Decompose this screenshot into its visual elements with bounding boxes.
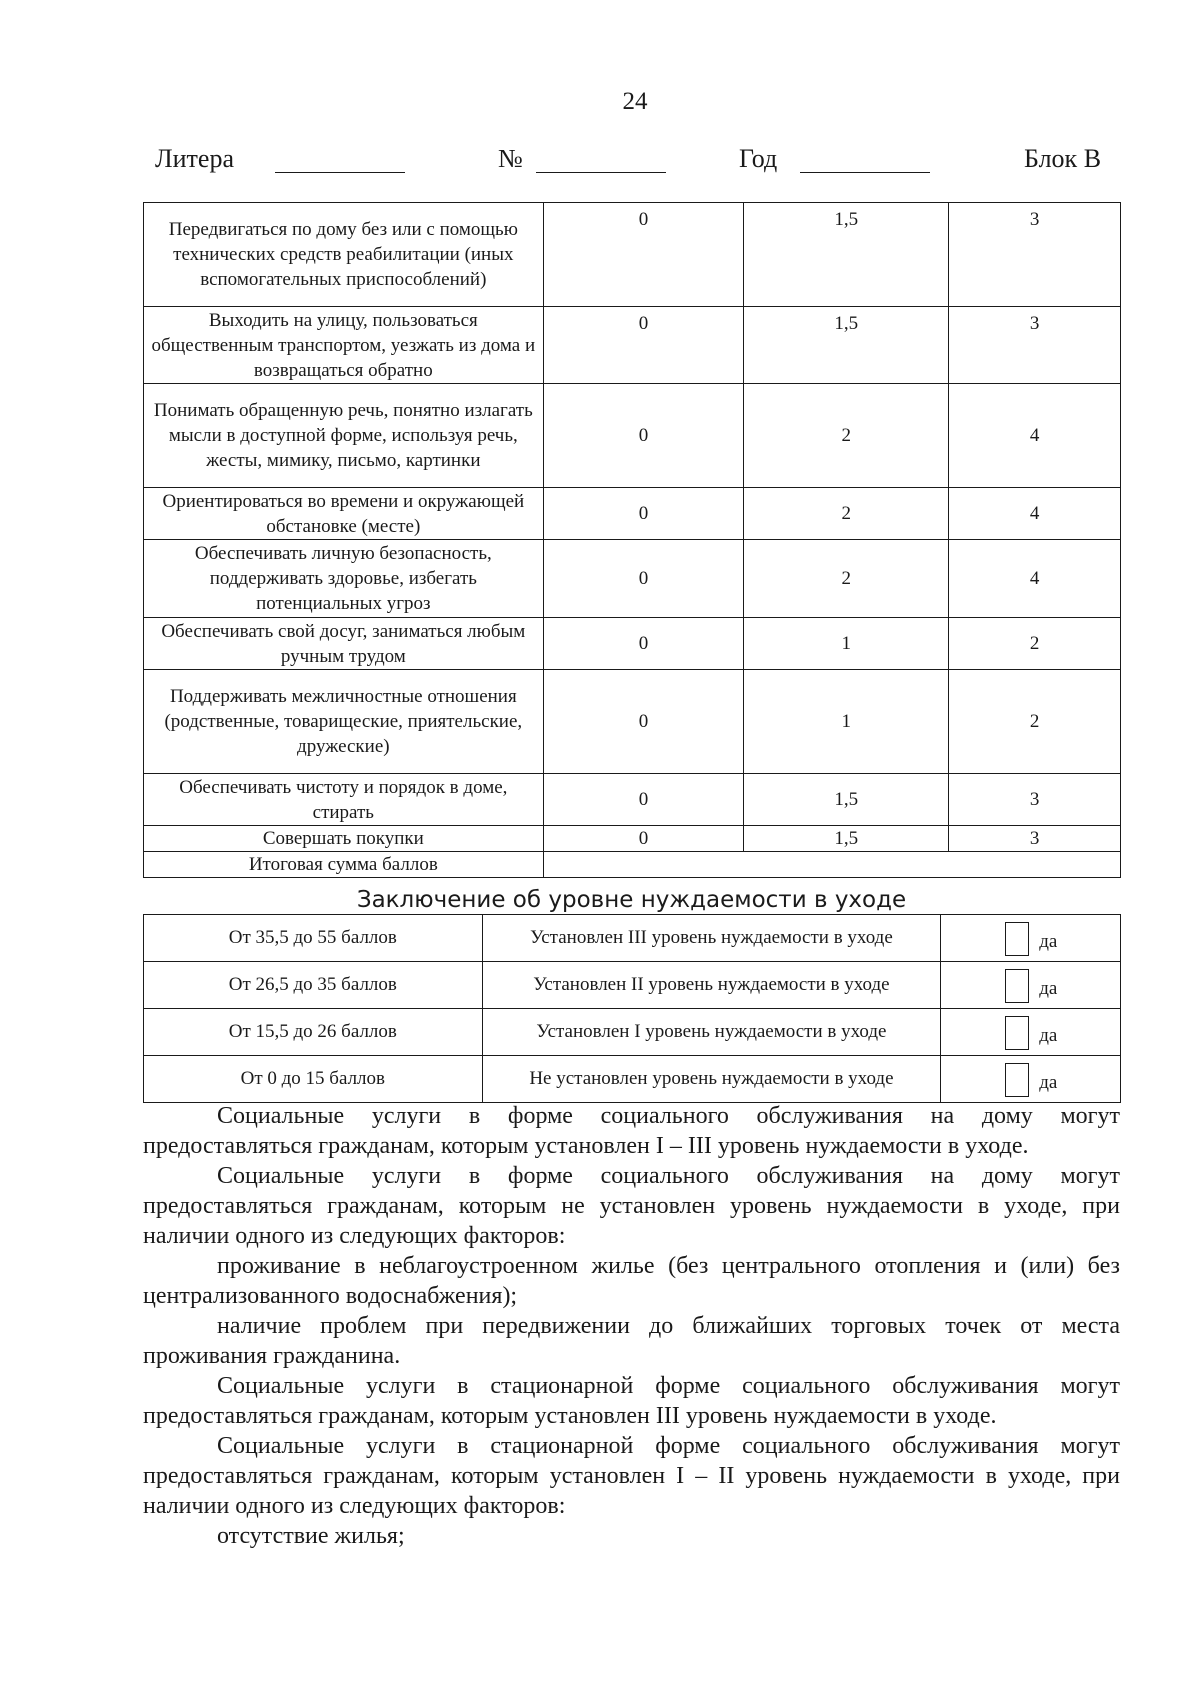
score-cell: 2: [744, 488, 949, 540]
score-cell: 3: [949, 774, 1121, 826]
year-label: Год: [739, 144, 778, 173]
total-value-field[interactable]: [543, 852, 1120, 878]
body-text: [143, 1101, 1120, 1551]
paragraph: наличие проблем при передвижении до ближайших торговых точек от места проживания гражданина.: [143, 1313, 1120, 1369]
table-row: [144, 618, 1121, 670]
page-number: 24: [622, 88, 648, 115]
score-table: [143, 202, 1121, 878]
score-cell: 0: [543, 826, 744, 852]
checkbox[interactable]: [1005, 969, 1029, 1003]
score-cell: 0: [543, 307, 744, 384]
activity-cell: Понимать обращенную речь, понятно излагать мысли в доступной форме, используя речь, жесты, мимику, письмо, картинки: [144, 384, 544, 488]
yes-cell: [941, 962, 1121, 1009]
paragraph: Социальные услуги в форме социального обслуживания на дому могут предоставляться гражданам, которым не установлен уровень нуждаемости в уходе, при наличии одного из следующих факторов:: [143, 1163, 1120, 1249]
score-cell: 3: [949, 307, 1121, 384]
checkbox[interactable]: [1005, 922, 1029, 956]
level-result: Установлен III уровень нуждаемости в уходе: [482, 915, 941, 962]
table-row: [144, 1056, 1121, 1103]
level-result: Не установлен уровень нуждаемости в уходе: [482, 1056, 941, 1103]
yes-cell: [941, 1009, 1121, 1056]
table-row: [144, 962, 1121, 1009]
score-cell: 0: [543, 488, 744, 540]
score-cell: 0: [543, 774, 744, 826]
table-row: [144, 540, 1121, 618]
paragraph: отсутствие жилья;: [217, 1523, 405, 1549]
year-field[interactable]: [800, 172, 930, 173]
score-cell: 1,5: [744, 203, 949, 307]
score-cell: 2: [949, 670, 1121, 774]
level-result: Установлен II уровень нуждаемости в уходе: [482, 962, 941, 1009]
block-label: Блок В: [1024, 144, 1102, 173]
table-row: [144, 488, 1121, 540]
total-label: Итоговая сумма баллов: [144, 852, 544, 878]
number-field[interactable]: [536, 172, 666, 173]
table-row: [144, 203, 1121, 307]
score-cell: 2: [744, 540, 949, 618]
activity-cell: Обеспечивать свой досуг, заниматься любым ручным трудом: [144, 618, 544, 670]
form-header: [155, 144, 1121, 184]
score-cell: 2: [744, 384, 949, 488]
score-cell: 0: [543, 618, 744, 670]
yes-label: да: [1039, 931, 1058, 952]
paragraph: Социальные услуги в форме социального обслуживания на дому могут предоставляться гражданам, которым установлен I – III уровень нуждаемости в уходе.: [143, 1103, 1120, 1159]
score-cell: 2: [949, 618, 1121, 670]
score-range: От 26,5 до 35 баллов: [144, 962, 483, 1009]
paragraph: Социальные услуги в стационарной форме социального обслуживания могут предоставляться гражданам, которым установлен III уровень нуждаемости в уходе.: [143, 1373, 1120, 1429]
score-cell: 4: [949, 384, 1121, 488]
table-row: [144, 307, 1121, 384]
level-result: Установлен I уровень нуждаемости в уходе: [482, 1009, 941, 1056]
score-cell: 1: [744, 618, 949, 670]
score-cell: 1: [744, 670, 949, 774]
activity-cell: Поддерживать межличностные отношения (родственные, товарищеские, приятельские, дружеские): [144, 670, 544, 774]
score-range: От 35,5 до 55 баллов: [144, 915, 483, 962]
score-cell: 0: [543, 540, 744, 618]
score-range: От 0 до 15 баллов: [144, 1056, 483, 1103]
score-cell: 0: [543, 384, 744, 488]
yes-cell: [941, 1056, 1121, 1103]
score-cell: 4: [949, 488, 1121, 540]
score-cell: 1,5: [744, 826, 949, 852]
checkbox[interactable]: [1005, 1016, 1029, 1050]
paragraph: Социальные услуги в стационарной форме социального обслуживания могут предоставляться гражданам, которым установлен I – II уровень нуждаемости в уходе, при наличии одного из следующих факторов:: [143, 1433, 1120, 1519]
table-row: [144, 670, 1121, 774]
conclusion-table: [143, 914, 1121, 1103]
yes-label: да: [1039, 1072, 1058, 1093]
table-row: [144, 774, 1121, 826]
paragraph: проживание в неблагоустроенном жилье (без центрального отопления и (или) без централизованного водоснабжения);: [143, 1253, 1120, 1309]
score-cell: 3: [949, 826, 1121, 852]
score-cell: 3: [949, 203, 1121, 307]
yes-label: да: [1039, 978, 1058, 999]
score-cell: 0: [543, 203, 744, 307]
table-row: [144, 384, 1121, 488]
score-range: От 15,5 до 26 баллов: [144, 1009, 483, 1056]
score-cell: 1,5: [744, 307, 949, 384]
score-cell: 1,5: [744, 774, 949, 826]
total-row: [144, 852, 1121, 878]
activity-cell: Ориентироваться во времени и окружающей обстановке (месте): [144, 488, 544, 540]
score-cell: 4: [949, 540, 1121, 618]
table-row: [144, 826, 1121, 852]
conclusion-title: Заключение об уровне нуждаемости в уходе: [356, 887, 907, 913]
litera-field[interactable]: [275, 172, 405, 173]
table-row: [144, 915, 1121, 962]
score-cell: 0: [543, 670, 744, 774]
checkbox[interactable]: [1005, 1063, 1029, 1097]
yes-label: да: [1039, 1025, 1058, 1046]
activity-cell: Обеспечивать личную безопасность, поддерживать здоровье, избегать потенциальных угроз: [144, 540, 544, 618]
activity-cell: Обеспечивать чистоту и порядок в доме, стирать: [144, 774, 544, 826]
yes-cell: [941, 915, 1121, 962]
table-row: [144, 1009, 1121, 1056]
litera-label: Литера: [155, 144, 234, 173]
activity-cell: Выходить на улицу, пользоваться общественным транспортом, уезжать из дома и возвращаться обратно: [144, 307, 544, 384]
number-label: №: [498, 144, 523, 173]
activity-cell: Передвигаться по дому без или с помощью технических средств реабилитации (иных вспомогательных приспособлений): [144, 203, 544, 307]
activity-cell: Совершать покупки: [144, 826, 544, 852]
